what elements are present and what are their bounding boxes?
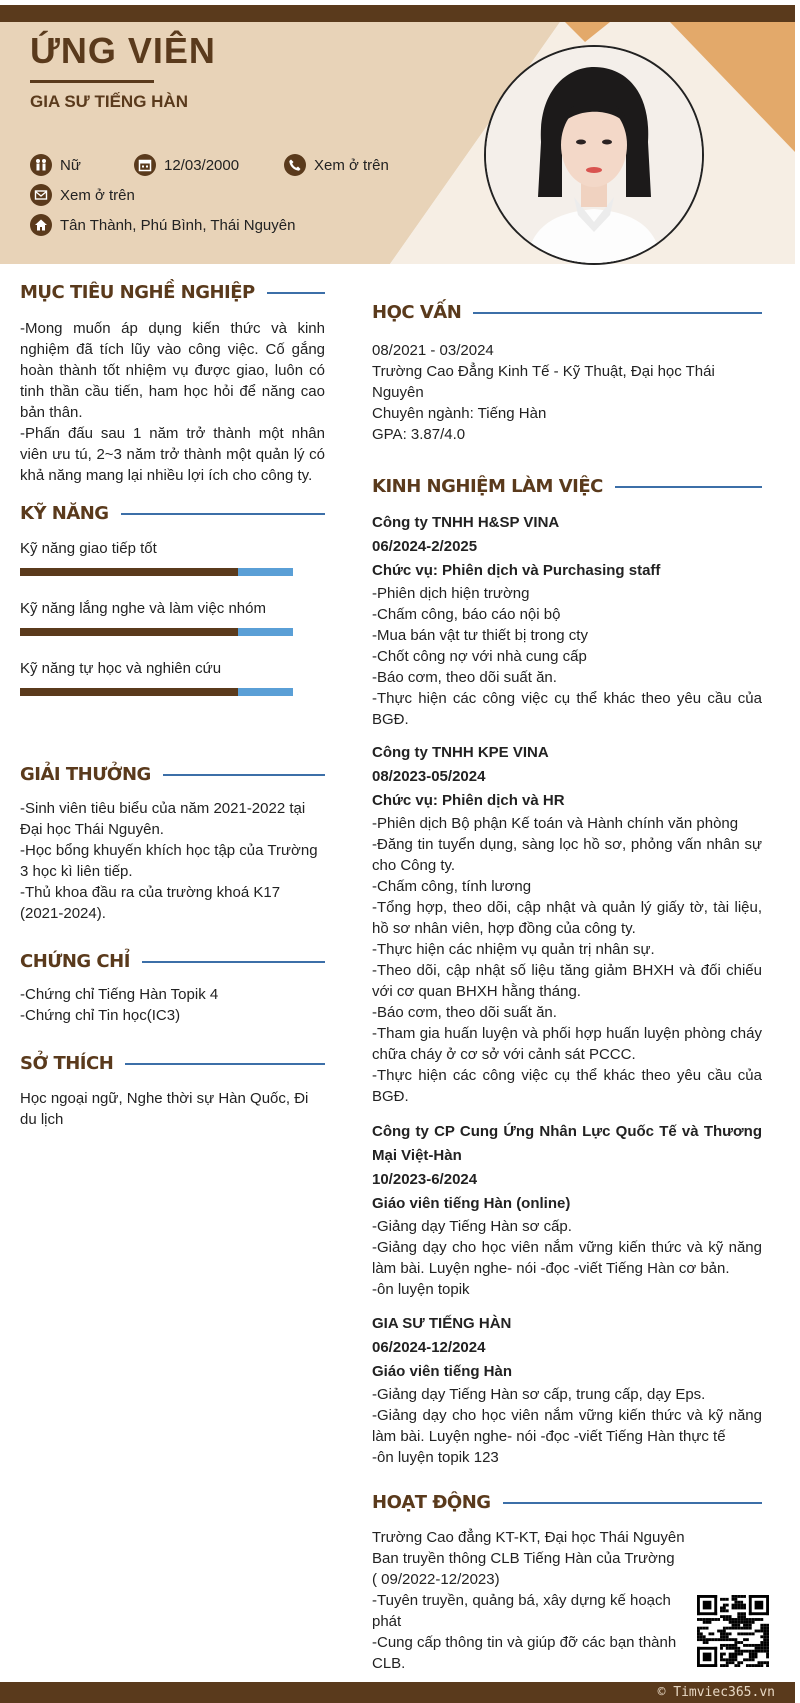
candidate-role: GIA SƯ TIẾNG HÀN [30, 92, 188, 111]
job-company: Công ty TNHH H&SP VINA [372, 514, 560, 531]
address-value: Tân Thành, Phú Bình, Thái Nguyên [60, 216, 296, 234]
hobbies-title [20, 1053, 325, 1074]
email-info [30, 184, 135, 206]
calendar-icon [134, 154, 156, 176]
experience-title [372, 476, 762, 497]
awards-title-line [163, 774, 325, 776]
skills-title [20, 503, 325, 524]
hobbies-title-text: SỞ THÍCH [20, 1053, 114, 1074]
skill-bar [20, 688, 293, 696]
job-period: 08/2023-05/2024 [372, 768, 486, 785]
activities-title-line [503, 1502, 762, 1504]
hobbies-text: Học ngoại ngữ, Nghe thời sự Hàn Quốc, Đi du lịch [20, 1090, 309, 1128]
job-details: -Giảng dạy Tiếng Hàn sơ cấp. -Giảng dạy cho học viên nắm vững kiến thức và kỹ năng làm bài. Luyện nghe- nói -đọc -viết Tiếng Hàn cơ bản. -ôn luyện topik [372, 1218, 762, 1298]
skill-bar [20, 628, 293, 636]
objective-title [20, 282, 325, 303]
birthdate-value: 12/03/2000 [164, 156, 240, 174]
job-position: Giáo viên tiếng Hàn [372, 1363, 513, 1380]
certificates-title [20, 951, 325, 972]
certificates-title-text: CHỨNG CHỈ [20, 951, 130, 972]
job-company: Công ty TNHH KPE VINA [372, 744, 549, 761]
job-details: -Phiên dịch hiện trường -Chấm công, báo cáo nội bộ -Mua bán vật tư thiết bị trong cty -Chốt công nợ với nhà cung cấp -Báo cơm, theo dõi suất ăn. -Thực hiện các công việc cụ thể khác theo yêu cầu của BGĐ. [372, 585, 762, 728]
job-entry [372, 1120, 762, 1300]
activities-title [372, 1492, 762, 1513]
skill-label: Kỹ năng tự học và nghiên cứu [20, 660, 222, 677]
skill-bar-fill [20, 628, 238, 636]
skill-label: Kỹ năng giao tiếp tốt [20, 540, 157, 557]
skill-bar-fill [20, 568, 238, 576]
copyright-text: © Timviec365.vn [657, 1685, 775, 1700]
education-title-line [473, 312, 762, 314]
awards-title [20, 764, 325, 785]
name-underline [30, 80, 154, 83]
phone-info [284, 154, 389, 176]
candidate-name: ỨNG VIÊN [30, 30, 216, 71]
top-bar [0, 5, 795, 22]
gender-value: Nữ [60, 156, 81, 174]
hobbies-title-line [125, 1063, 325, 1065]
skill-bar [20, 568, 293, 576]
education-period: 08/2021 - 03/2024 [372, 342, 494, 359]
activities-text: Trường Cao đẳng KT-KT, Đại học Thái Nguyên Ban truyền thông CLB Tiếng Hàn của Trường ( 09/2022-12/2023) -Tuyên truyền, quảng bá, xây dựng kế hoạch phát -Cung cấp thông tin và giúp đỡ các bạn thành CLB. [372, 1529, 685, 1672]
skill-bar-fill [20, 688, 238, 696]
profile-photo [484, 45, 704, 265]
job-details: -Phiên dịch Bộ phận Kế toán và Hành chính văn phòng -Đăng tin tuyển dụng, sàng lọc hồ sơ, phỏng vấn nhân sự cho Công ty. -Chấm công, tính lương -Tổng hợp, theo dõi, cập nhật và quản lý giấy tờ, tài liệu, hồ sơ nhân viên, hợp đồng của công ty. -Thực hiện các nhiệm vụ quản trị nhân sự. -Theo dõi, cập nhật số liệu tăng giảm BHXH và đối chiếu với cơ quan BHXH hằng tháng. -Báo cơm, theo dõi suất ăn. -Tham gia huấn luyện và phối hợp huấn luyện phòng cháy chữa cháy ở cơ sở với cảnh sát PCCC. -Thực hiện các công việc cụ thể khác theo yêu cầu của BGĐ. [372, 815, 762, 1105]
education-major: Chuyên ngành: Tiếng Hàn [372, 405, 547, 422]
job-period: 10/2023-6/2024 [372, 1171, 478, 1188]
objective-title-line [267, 292, 325, 294]
activities-title-text: HOẠT ĐỘNG [372, 1492, 491, 1513]
certificates-title-line [142, 961, 325, 963]
education-block [372, 340, 762, 445]
phone-icon [284, 154, 306, 176]
skill-label: Kỹ năng lắng nghe và làm việc nhóm [20, 600, 266, 617]
job-details: -Giảng dạy Tiếng Hàn sơ cấp, trung cấp, dạy Eps. -Giảng dạy cho học viên nắm vững kiến thức và kỹ năng làm bài. Luyện nghe- nói -đọc -viết Tiếng Hàn thực tế -ôn luyện topik 123 [372, 1386, 762, 1466]
job-period: 06/2024-12/2024 [372, 1339, 486, 1356]
birthdate-info [134, 154, 239, 176]
education-school: Trường Cao Đẳng Kinh Tế - Kỹ Thuật, Đại học Thái Nguyên [372, 363, 715, 401]
certificates-text: -Chứng chỉ Tiếng Hàn Topik 4 -Chứng chỉ Tin học(IC3) [20, 986, 219, 1024]
job-position: Chức vụ: Phiên dịch và HR [372, 792, 565, 809]
email-value: Xem ở trên [60, 186, 135, 204]
address-info [30, 214, 295, 236]
job-company: Công ty CP Cung Ứng Nhân Lực Quốc Tế và Thương Mại Việt-Hàn [372, 1123, 762, 1164]
experience-title-line [615, 486, 762, 488]
awards-title-text: GIẢI THƯỞNG [20, 764, 151, 785]
gender-info [30, 154, 81, 176]
job-position: Giáo viên tiếng Hàn (online) [372, 1195, 571, 1212]
job-position: Chức vụ: Phiên dịch và Purchasing staff [372, 562, 661, 579]
education-gpa: GPA: 3.87/4.0 [372, 426, 466, 443]
job-entry [372, 741, 762, 1107]
experience-title-text: KINH NGHIỆM LÀM VIỆC [372, 476, 603, 497]
job-entry [372, 1312, 762, 1468]
bottom-bar [0, 1682, 795, 1703]
job-period: 06/2024-2/2025 [372, 538, 478, 555]
education-title [372, 302, 762, 323]
gender-icon [30, 154, 52, 176]
job-entry [372, 511, 762, 730]
education-title-text: HỌC VẤN [372, 302, 462, 323]
skills-title-line [121, 513, 325, 515]
objective-text: -Mong muốn áp dụng kiến thức và kinh nghiệm đã tích lũy vào công việc. Cố gắng hoàn thành tốt nhiệm vụ được giao, luôn có tinh thần cầu tiến, ham học hỏi để năng cao bản thân. -Phấn đấu sau 1 năm trở thành một nhân viên ưu tú, 2~3 năm trở thành một quản lý có khả năng mang lại nhiều lợi ích cho công ty. [20, 320, 325, 484]
mail-icon [30, 184, 52, 206]
objective-title-text: MỤC TIÊU NGHỀ NGHIỆP [20, 282, 255, 303]
awards-text: -Sinh viên tiêu biểu của năm 2021-2022 tại Đại học Thái Nguyên. -Học bổng khuyến khích học tập của Trường 3 học kì liên tiếp. -Thủ khoa đầu ra của trường khoá K17 (2021-2024). [20, 800, 318, 922]
home-icon [30, 214, 52, 236]
qr-code [697, 1595, 769, 1667]
phone-value: Xem ở trên [314, 156, 389, 174]
skills-title-text: KỸ NĂNG [20, 503, 109, 524]
job-company: GIA SƯ TIẾNG HÀN [372, 1315, 512, 1332]
